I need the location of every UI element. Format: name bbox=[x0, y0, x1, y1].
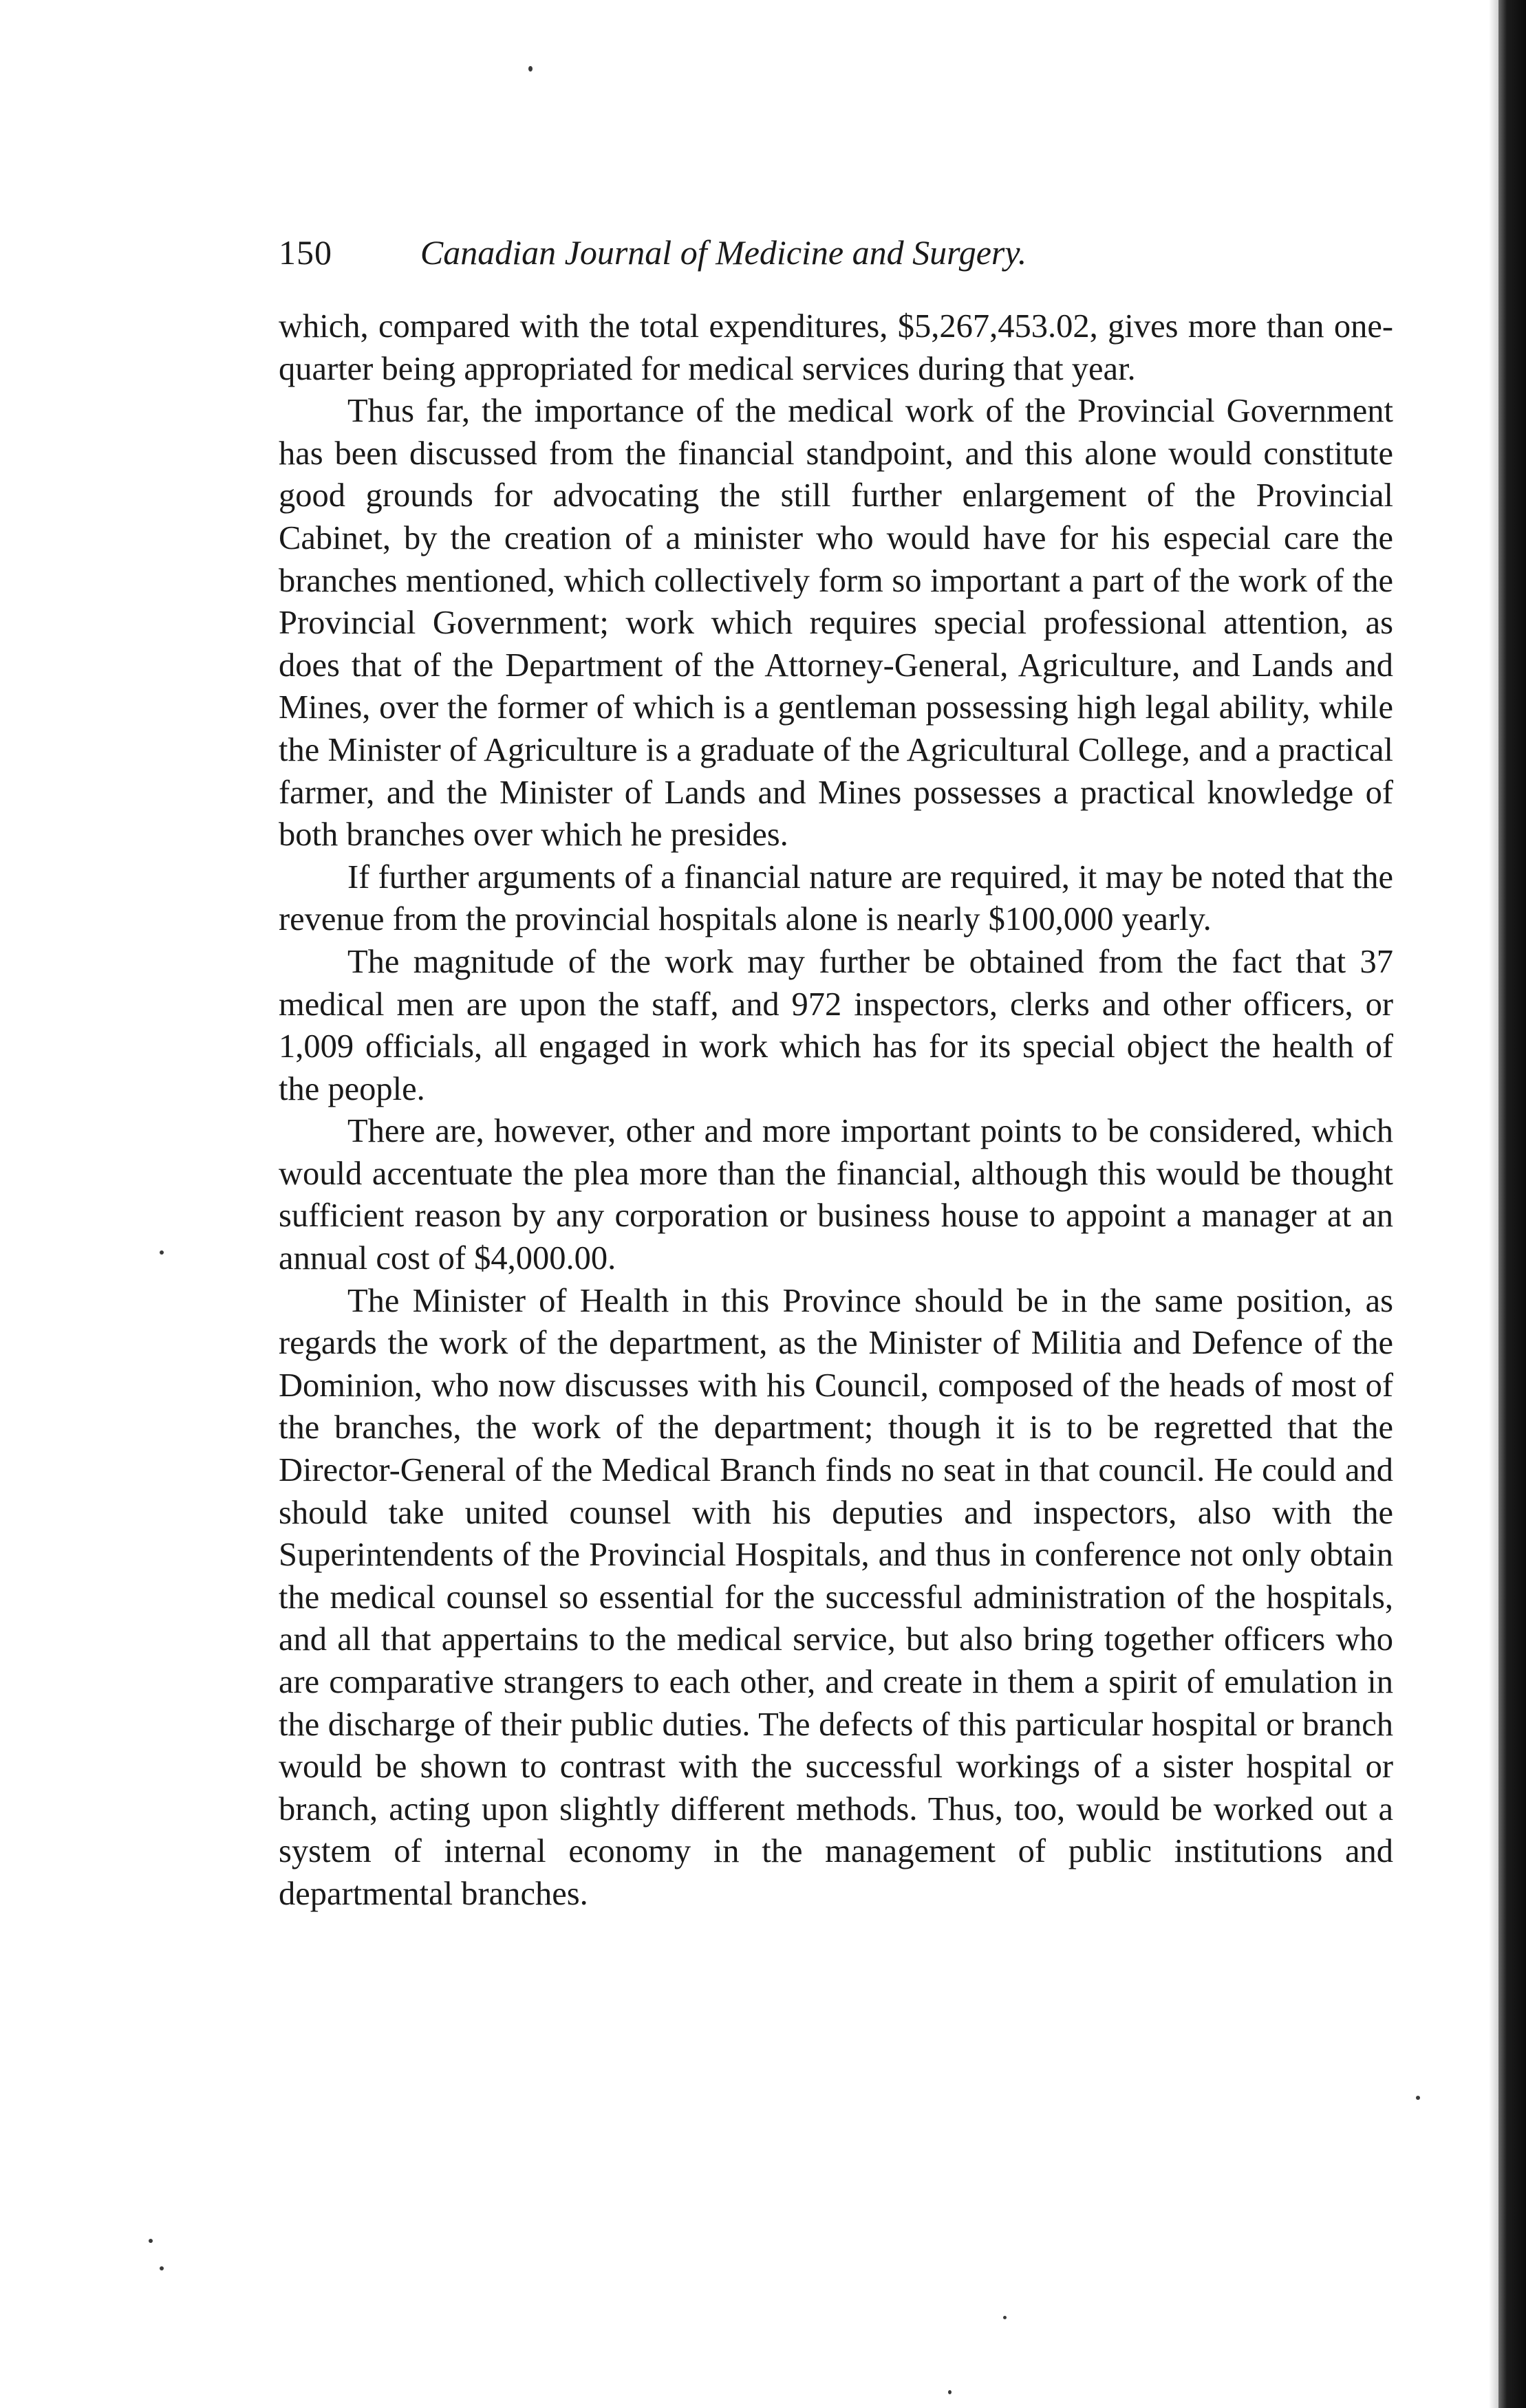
binding-edge bbox=[1498, 0, 1526, 2408]
scan-speck bbox=[528, 66, 533, 72]
running-head bbox=[279, 227, 1393, 278]
scan-speck bbox=[1003, 2316, 1007, 2319]
scan-speck bbox=[948, 2390, 952, 2394]
page-number: 150 bbox=[279, 233, 332, 272]
scan-speck bbox=[160, 2266, 164, 2270]
paragraph-continuation: which, compared with the total expenditures, $5,267,453.02, gives more than one-quarter being appropriated for medical services during that year. bbox=[279, 308, 1393, 387]
scan-speck bbox=[1416, 2096, 1420, 2100]
paragraph: Thus far, the importance of the medical work of the Provincial Government has been discussed from the financial standpoint, and this alone would constitute good grounds for advocating the still further enlargement of the Provincial Cabinet, by the creation of a minister who would have for his especial care the branches mentioned, which collectively form so important a part of the work of the Provincial Government; work which requires special professional attention, as does that of the Department of the Attorney-General, Agriculture, and Lands and Mines, over the former of which is a gentleman possessing high legal ability, while the Minister of Agriculture is a graduate of the Agricultural College, and a practical farmer, and the Minister of Lands and Mines possesses a practical knowledge of both branches over which he presides. bbox=[279, 393, 1393, 854]
binding-shadow bbox=[1489, 0, 1498, 2408]
paragraph: There are, however, other and more important points to be considered, which would accentuate the plea more than the financial, although this would be thought sufficient reason by any corporation or business house to appoint a manager at an annual cost of $4,000.00. bbox=[279, 1113, 1393, 1277]
paragraph: The magnitude of the work may further be obtained from the fact that 37 medical men are upon the staff, and 972 inspectors, clerks and other officers, or 1,009 officials, all engaged in work which has for its special object the health of the people. bbox=[279, 943, 1393, 1107]
journal-title: Canadian Journal of Medicine and Surgery. bbox=[420, 233, 1027, 272]
paragraph: If further arguments of a financial nature are required, it may be noted that the revenue from the provincial hospitals alone is nearly $100,000 yearly. bbox=[279, 858, 1393, 938]
body-text bbox=[279, 305, 1393, 1916]
scan-speck bbox=[149, 2239, 153, 2243]
paragraph: The Minister of Health in this Province should be in the same position, as regards the work of the department, as the Minister of Militia and Defence of the Dominion, who now discusses with his Council, composed of the heads of most of the branches, the work of the department; though it is to be regretted that the Director-General of the Medical Branch finds no seat in that council. He could and should take united counsel with his deputies and inspectors, also with the Superintendents of the Provincial Hospitals, and thus in conference not only obtain the medical counsel so essential for the successful administration of the hospitals, and all that appertains to the medical service, but also bring together officers who are comparative strangers to each other, and create in them a spirit of emulation in the discharge of their public duties. The defects of this particular hospital or branch would be shown to contrast with the successful workings of a sister hospital or branch, acting upon slightly different methods. Thus, too, would be worked out a system of internal economy in the management of public institutions and departmental branches. bbox=[279, 1282, 1393, 1912]
scan-speck bbox=[160, 1250, 164, 1255]
